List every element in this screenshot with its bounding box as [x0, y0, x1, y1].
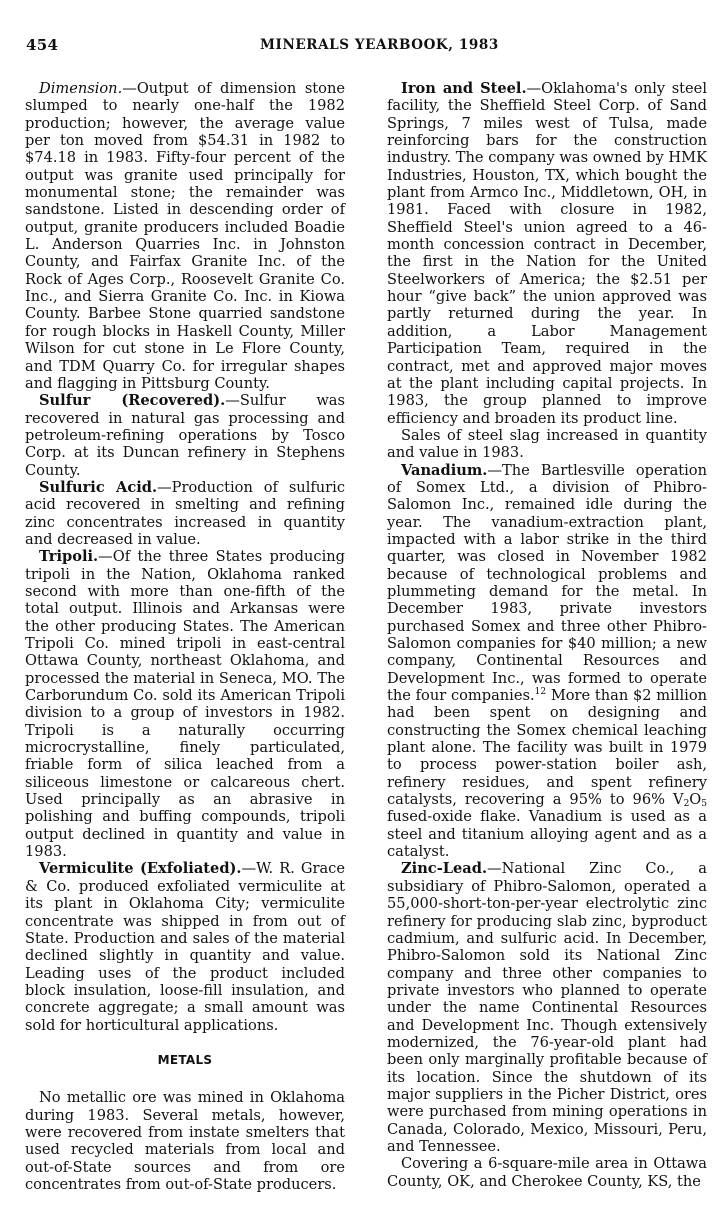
heading-sulfur: Sulfur (Recovered). [39, 392, 226, 410]
text-vanadium-3: fused-oxide flake. Vanadium is used as a steel and titanium alloying agent and as a catalyst. [387, 808, 707, 861]
running-head: MINERALS YEARBOOK, 1983 [260, 37, 499, 53]
text-vanadium-1: —The Bartlesville operation of Somex Ltd., a division of Phibro-Salomon Inc., remained idle during the year. The vanadium-extraction plant, impacted with a labor strike in the third quarter, was closed in November 1982 because of technological problems and plummeting demand for the metal. In December 1983, private investors purchased Somex and three other Phibro-Salomon companies for $40 million; a new company, Continental Resources and Development Inc., was formed to operate the four companies. [387, 461, 707, 705]
text-tripoli: —Of the three States producing tripoli in the Nation, Oklahoma ranked second with more than one-fifth of the total output. Illinois and Arkansas were the other producing States. The American Tripoli Co. mined tripoli in east-central Ottawa County, northeast Oklahoma, and processed the material in Seneca, MO. The Carborundum Co. sold its American Tripoli division to a group of investors in 1982. Tripoli is a naturally occurring microcrystalline, finely particulated, friable form of silica leached from a siliceous limestone or calcareous chert. Used principally as an abrasive in polishing and buffing compounds, tripoli output declined in quantity and value in 1983. [25, 548, 345, 861]
right-column [387, 80, 707, 1190]
heading-sulfuric-acid: Sulfuric Acid. [39, 478, 158, 496]
heading-iron-steel: Iron and Steel. [401, 80, 527, 97]
paragraph-sulfur [25, 392, 345, 479]
heading-dimension: Dimension. [39, 80, 123, 97]
text-sulfur: —Sulfur was recovered in natural gas processing and petroleum-refining operations by Tosco Corp. at its Duncan refinery in Stephens County. [25, 392, 345, 479]
paragraph-dimension [25, 80, 345, 392]
paragraph-vermiculite [25, 860, 345, 1033]
heading-tripoli: Tripoli. [39, 548, 99, 566]
paragraph-metals: No metallic ore was mined in Oklahoma during 1983. Several metals, however, were recovered from instate smelters that used recycled materials from local and out-of-State sources and from ore concentrates from out-of-State producers. [25, 1089, 345, 1193]
text-vanadium-2: More than $2 million had been spent on designing and constructing the Somex chemical leaching plant alone. The facility was built in 1979 to process power-station boiler ash, refinery residues, and spent refinery catalysts, recovering a 95% to 96% [387, 687, 707, 809]
paragraph-zinc-lead [387, 860, 707, 1155]
formula-o: O [689, 791, 702, 809]
heading-vanadium: Vanadium. [401, 461, 488, 479]
text-iron-steel: —Oklahoma's only steel facility, the Sheffield Steel Corp. of Sand Springs, 7 miles west of Tulsa, made reinforcing bars for the construction industry. The company was owned by HMK Industries, Houston, TX, which bought the plant from Armco Inc., Middletown, OH, in 1981. Faced with closure in 1982, Sheffield Steel's union agreed to a 46-month concession contract in December, the first in the Nation for the United Steelworkers of America; the $2.51 per hour “give back” the union approved was partly returned during the year. In addition, a Labor Management Participation Team, required in the contract, met and approved major moves at the plant including capital projects. In 1983, the group planned to improve efficiency and broaden its product line. [387, 80, 707, 427]
text-vermiculite: —W. R. Grace & Co. produced exfoliated vermiculite at its plant in Oklahoma City; vermiculite concentrate was shipped in from out of State. Production and sales of the material declined slightly in quantity and value. Leading uses of the product included block insulation, loose-fill insulation, and concrete aggregate; a small amount was sold for horticultural applications. [25, 860, 345, 1034]
section-heading-metals: METALS [157, 1052, 213, 1067]
footnote-ref: 12 [534, 687, 547, 698]
formula-o-sub: 5 [701, 799, 707, 810]
paragraph-steel-slag: Sales of steel slag increased in quantity and value in 1983. [387, 426, 707, 462]
heading-zinc-lead: Zinc-Lead. [401, 860, 488, 878]
paragraph-sulfuric-acid [25, 479, 345, 548]
paragraph-covering: Covering a 6-square-mile area in Ottawa County, OK, and Cherokee County, KS, the [387, 1155, 707, 1190]
text-dimension: —Output of dimension stone slumped to nearly one-half the 1982 production; however, the average value per ton moved from $54.31 in 1982 to $74.18 in 1983. Fifty-four percent of the output was granite used principally for monumental stone; the remainder was sandstone. Listed in descending order of output, granite producers included Boadie L. Anderson Quarries Inc. in Johnston County, and Fairfax Granite Inc. of the Rock of Ages Corp., Roosevelt Granite Co. Inc., and Sierra Granite Co. Inc. in Kiowa County. Barbee Stone quarried sandstone for rough blocks in Haskell County, Miller Wilson for cut stone in Le Flore County, and TDM Quarry Co. for irregular shapes and flagging in Pittsburg County. [25, 80, 345, 392]
formula-v: V [673, 791, 684, 809]
paragraph-iron-steel [387, 80, 707, 427]
heading-vermiculite: Vermiculite (Exfoliated). [39, 860, 242, 878]
left-column [25, 80, 345, 1193]
text-zinc-lead: —National Zinc Co., a subsidiary of Phibro-Salomon, operated a 55,000-short-ton-per-year electrolytic zinc refinery for producing slab zinc, byproduct cadmium, and sulfuric acid. In December, Phibro-Salomon sold its National Zinc company and three other companies to private investors who planned to operate under the name Continental Resources and Development Inc. Though extensively modernized, the 76-year-old plant had been only marginally profitable because of its location. Since the shutdown of its major suppliers in the Picher District, ores were purchased from mining operations in Canada, Colorado, Mexico, Missouri, Peru, and Tennessee. [387, 860, 707, 1155]
page-number: 454 [26, 36, 59, 54]
paragraph-vanadium [387, 462, 707, 861]
formula-v-sub: 2 [683, 799, 690, 810]
page-header [26, 36, 686, 60]
paragraph-tripoli [25, 548, 345, 860]
text-sulfuric-acid: —Production of sulfuric acid recovered in smelting and refining zinc concentrates increased in quantity and decreased in value. [25, 478, 345, 548]
